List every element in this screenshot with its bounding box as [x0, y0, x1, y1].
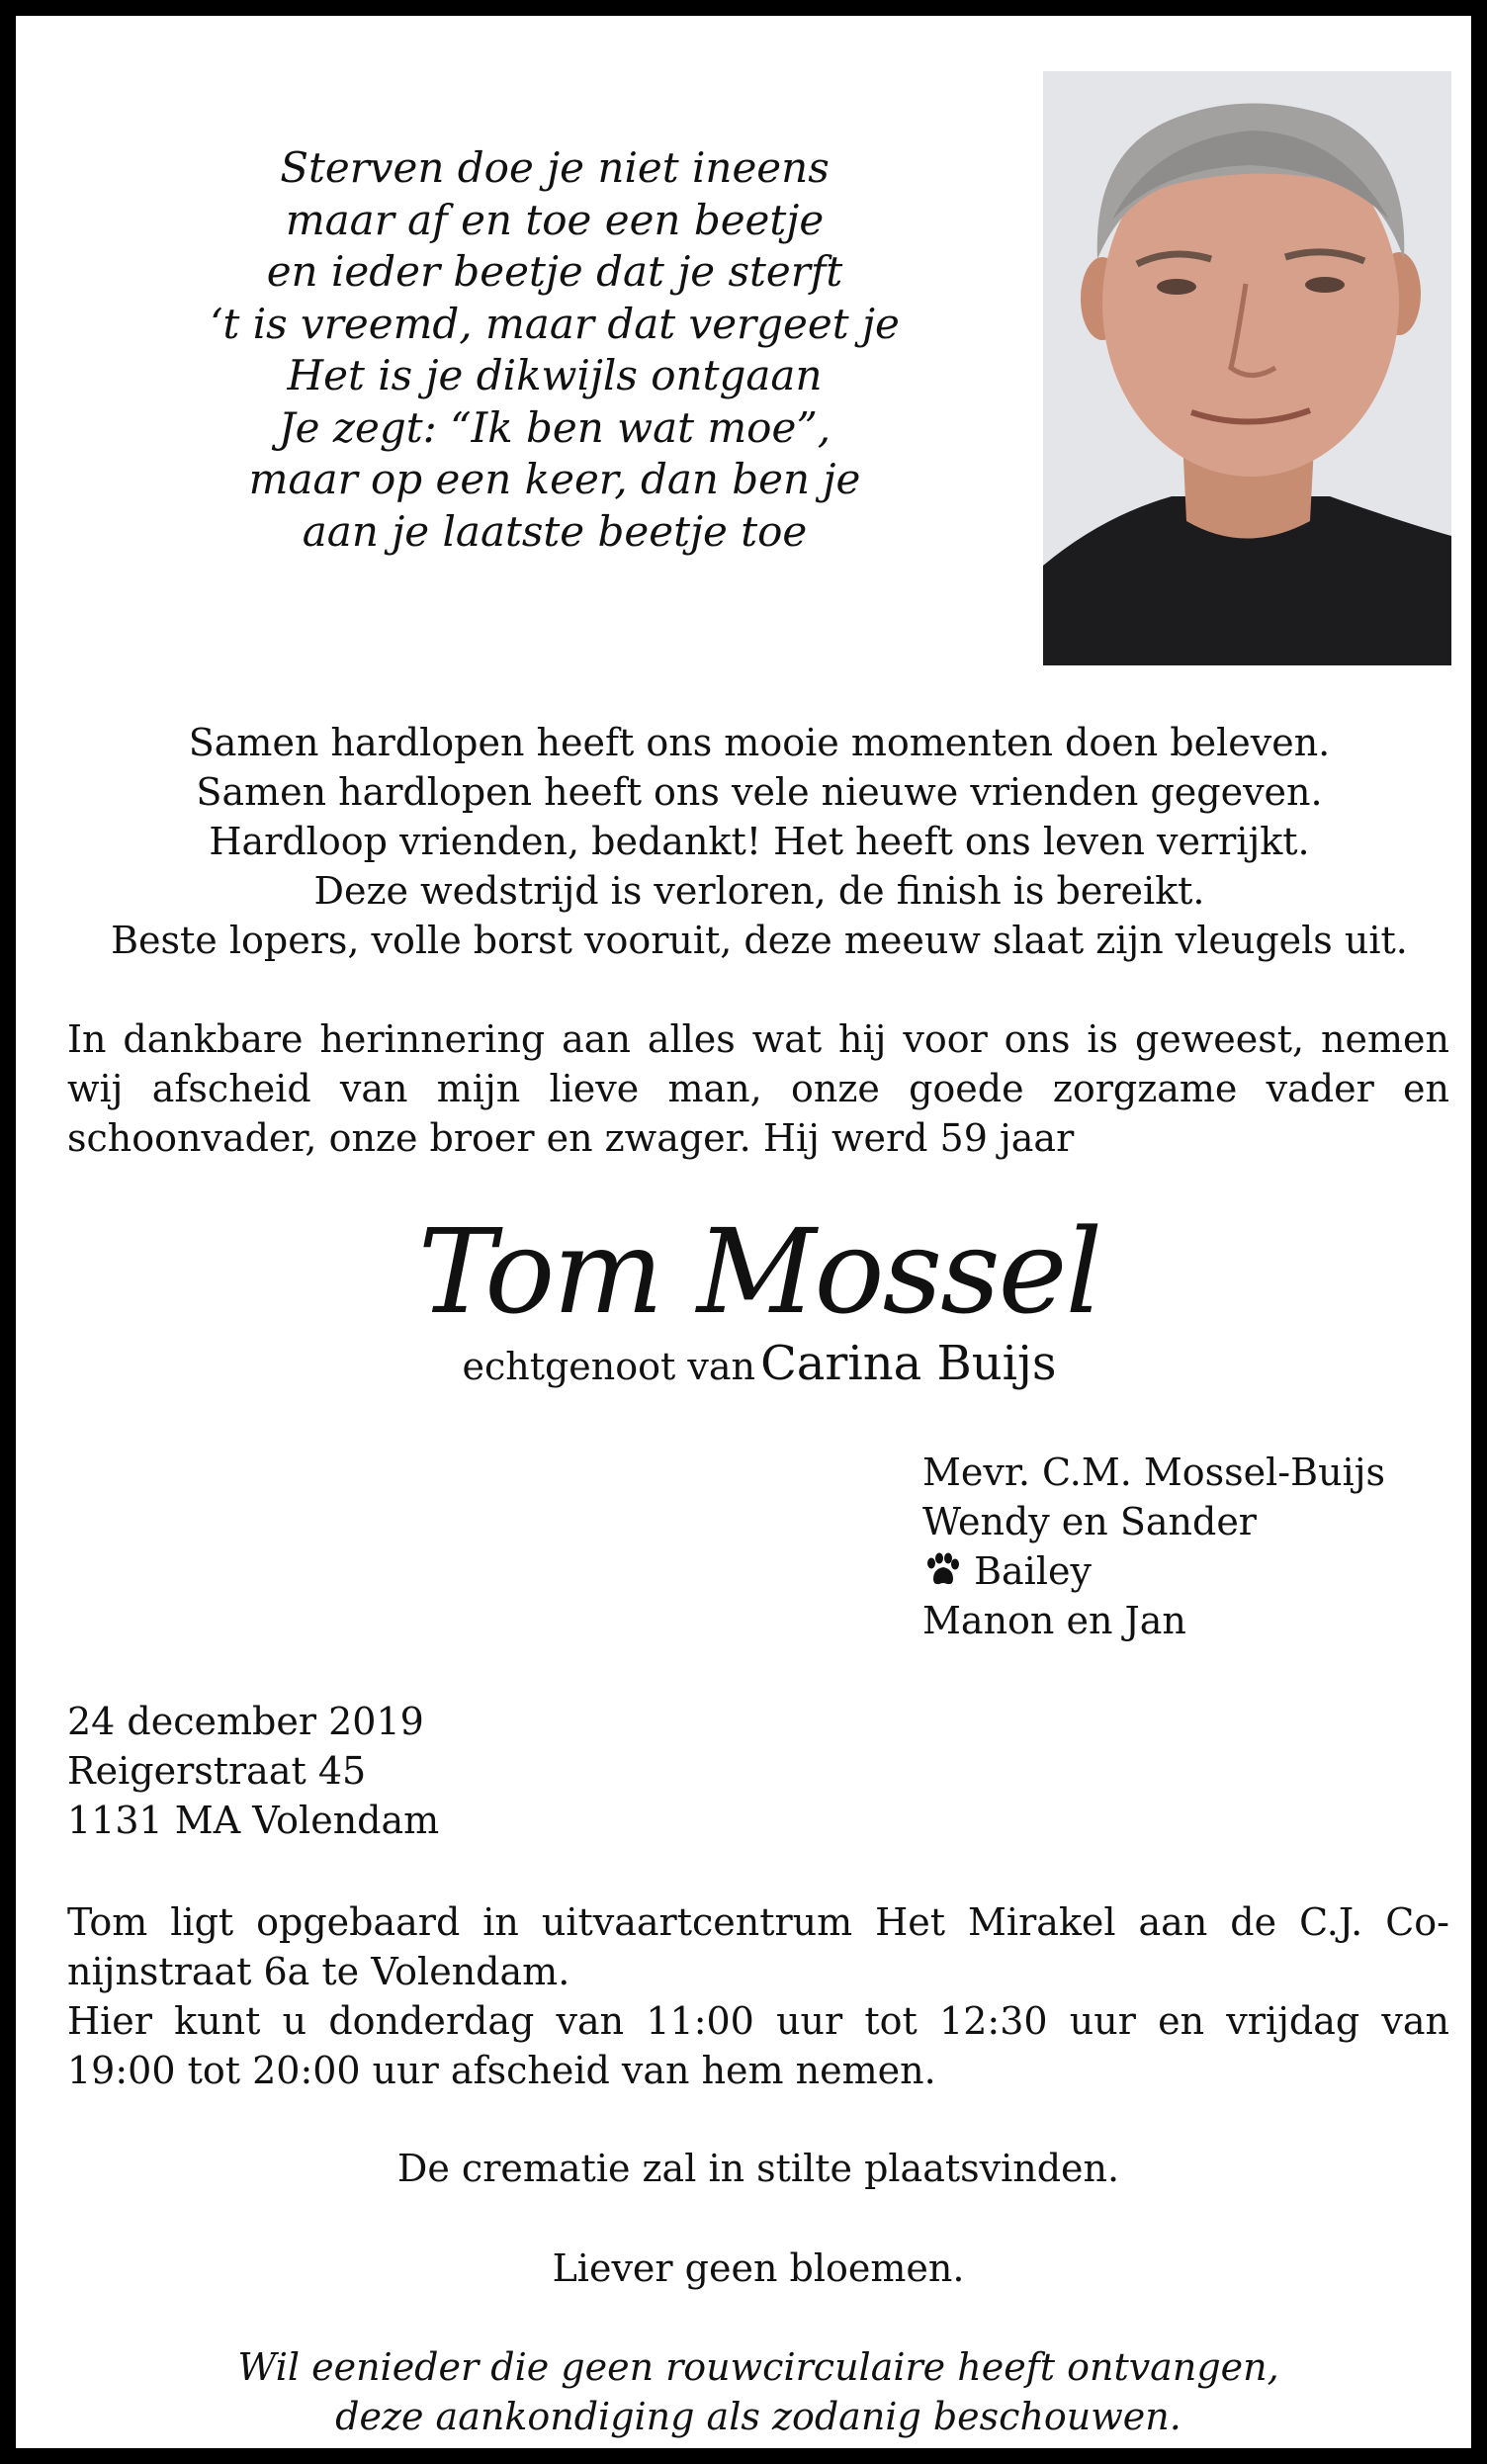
family-member: Wendy en Sander [922, 1500, 1257, 1543]
verse-line: Samen hardlopen heeft ons vele nieuwe vrienden gegeven. [196, 770, 1323, 814]
street: Reigerstraat 45 [67, 1749, 367, 1793]
poem [125, 142, 985, 558]
paragraph-line: Tom ligt opgebaard in uitvaartcentrum Het Mirakel aan de C.J. Co- [67, 1900, 1449, 1944]
verse-line: Hardloop vrienden, bedankt! Het heeft ons leven verrijkt. [209, 820, 1310, 863]
paragraph-line: nijnstraat 6a te Volendam. [67, 1950, 570, 1993]
family-member: Manon en Jan [922, 1599, 1186, 1642]
poem-line: Het is je dikwijls ontgaan [287, 351, 823, 399]
poem-line: aan je laatste beetje toe [302, 506, 808, 556]
poem-line: maar af en toe een beetje [285, 195, 825, 244]
memorial-paragraph [67, 1014, 1449, 1163]
date: 24 december 2019 [67, 1700, 424, 1743]
family-list [922, 1448, 1437, 1645]
city: 1131 MA Volendam [67, 1799, 440, 1842]
closing-line: Wil eenieder die geen rouwcirculaire heeft ontvangen, [237, 2345, 1279, 2389]
paragraph-line: 19:00 tot 20:00 uur afscheid van hem nemen. [67, 2049, 936, 2092]
paragraph-line: wij afscheid van mijn lieve man, onze goede zorgzame vader en [67, 1067, 1449, 1110]
spouse-name: Carina Buijs [760, 1336, 1057, 1391]
poem-line: Je zegt: “Ik ben wat moe”, [278, 402, 831, 452]
pet-name: Bailey [974, 1549, 1092, 1593]
closing-line: deze aankondiging als zodanig beschouwen. [335, 2395, 1181, 2438]
address-block [67, 1697, 439, 1845]
family-member: Mevr. C.M. Mossel-Buijs [922, 1451, 1385, 1494]
verse-line: Beste lopers, volle borst vooruit, deze meeuw slaat zijn vleugels uit. [111, 919, 1408, 962]
poem-line: en ieder beetje dat je sterft [266, 247, 843, 296]
verse-line: Samen hardlopen heeft ons mooie momenten doen beleven. [188, 721, 1331, 764]
paw-icon [922, 1552, 962, 1588]
spouse-line [312, 1336, 1206, 1391]
poem-line: ‘t is vreemd, maar dat vergeet je [210, 299, 900, 348]
cremation-note: De crematie zal in stilte plaatsvinden. [396, 2147, 1120, 2190]
poem-line: Sterven doe je niet ineens [280, 143, 830, 192]
deceased-name: Tom Mossel [417, 1203, 1101, 1340]
spouse-prefix: echtgenoot van [462, 1345, 755, 1388]
viewing-paragraph [67, 1897, 1449, 2095]
family-member-pet [922, 1546, 1437, 1596]
running-verse [45, 718, 1473, 965]
paragraph-line: In dankbare herinnering aan alles wat hij voor ons is geweest, nemen [67, 1017, 1449, 1061]
poem-line: maar op een keer, dan ben je [248, 455, 861, 503]
closing-note [67, 2342, 1449, 2441]
paragraph-line: schoonvader, onze broer en zwager. Hij werd 59 jaar [67, 1116, 1075, 1160]
paragraph-line: Hier kunt u donderdag van 11:00 uur tot 12:30 uur en vrijdag van [67, 1999, 1449, 2043]
portrait-photo [1043, 71, 1451, 665]
verse-line: Deze wedstrijd is verloren, de finish is bereikt. [313, 869, 1205, 913]
flowers-note: Liever geen bloemen. [552, 2246, 965, 2290]
